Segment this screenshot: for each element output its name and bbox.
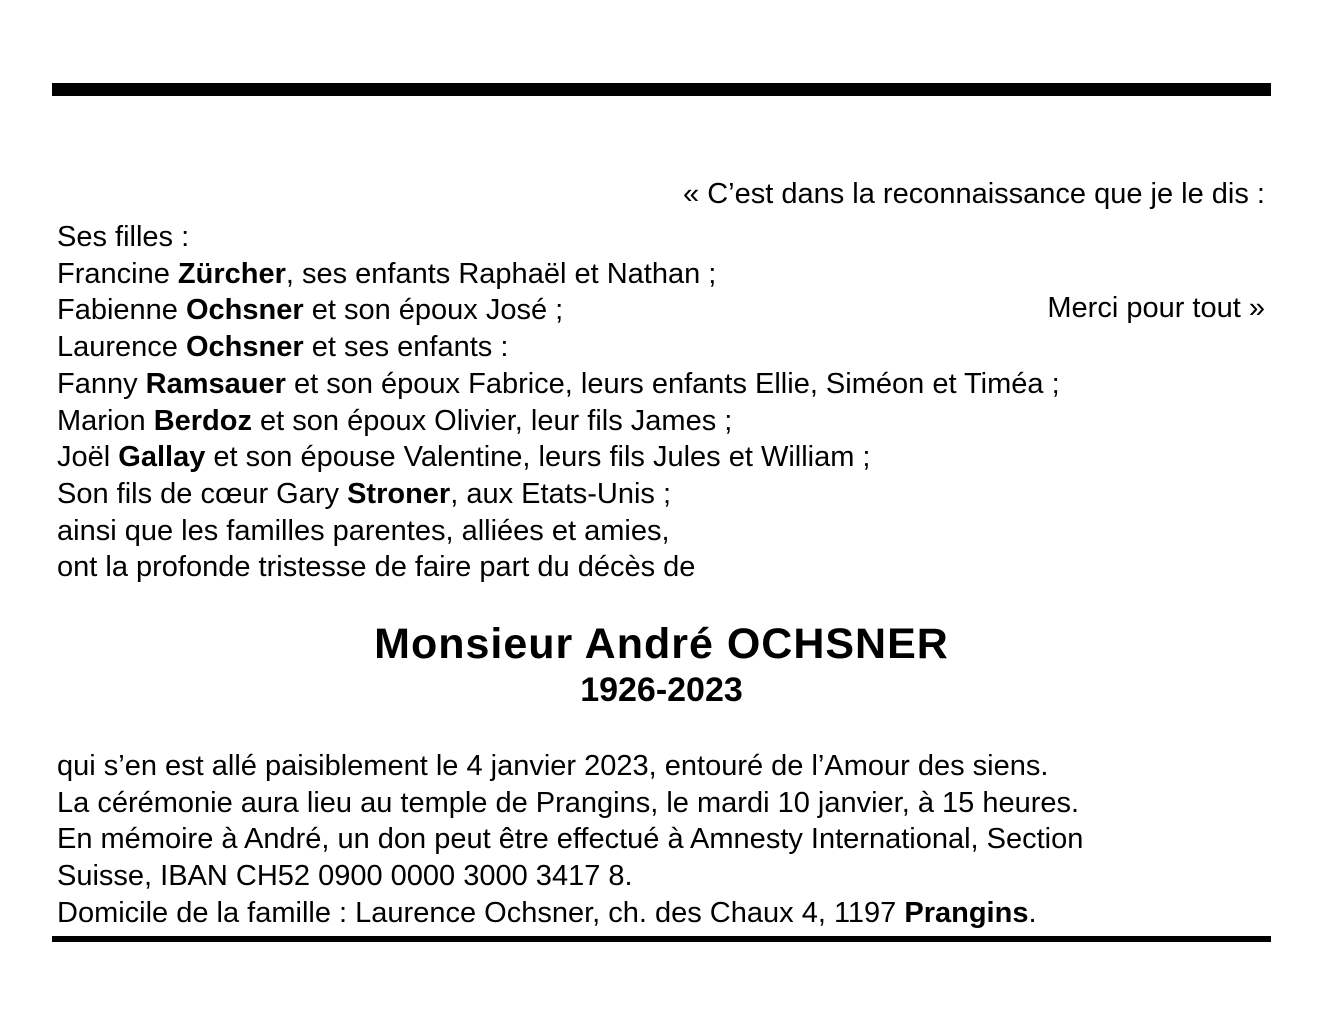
closing-paragraph bbox=[57, 748, 1272, 932]
family-line-text: , aux Etats-Unis ; bbox=[450, 477, 672, 510]
closing-bold: Prangins bbox=[904, 896, 1029, 929]
family-line-text: Francine bbox=[57, 257, 178, 290]
family-name-bold: Ochsner bbox=[186, 294, 304, 327]
family-name-bold: Zürcher bbox=[177, 257, 286, 290]
family-line bbox=[57, 366, 1272, 403]
quote-line-2: Merci pour tout » bbox=[1047, 292, 1265, 324]
family-line bbox=[57, 329, 1272, 366]
family-line bbox=[57, 439, 1272, 476]
closing-line-text: La cérémonie aura lieu au temple de Prangins, le mardi 10 janvier, à 15 heures. bbox=[57, 786, 1080, 819]
family-name-bold: Ochsner bbox=[186, 331, 304, 364]
family-line-text: et son époux Fabrice, leurs enfants Ellie, Siméon et Timéa ; bbox=[285, 367, 1060, 400]
closing-line-text: En mémoire à André, un don peut être effectué à Amnesty International, Section bbox=[57, 823, 1084, 856]
family-line-text: Fabienne bbox=[57, 294, 186, 327]
top-rule bbox=[52, 83, 1271, 96]
family-line-text: ont la profonde tristesse de faire part du décès de bbox=[57, 551, 696, 584]
family-line-text: Laurence bbox=[57, 331, 186, 364]
family-line bbox=[57, 403, 1272, 440]
bottom-rule bbox=[52, 936, 1271, 942]
family-line bbox=[57, 513, 1272, 550]
family-line-text: Fanny bbox=[57, 367, 146, 400]
closing-line-text: . bbox=[1028, 896, 1037, 929]
closing-line-text: qui s’en est allé paisiblement le 4 janvier 2023, entouré de l’Amour des siens. bbox=[57, 750, 1049, 782]
family-line bbox=[57, 256, 1272, 293]
family-name-bold: Gallay bbox=[118, 441, 206, 474]
deceased-name-title: Monsieur André OCHSNER bbox=[374, 620, 949, 668]
family-line-text: Son fils de cœur Gary bbox=[57, 477, 348, 510]
family-name-bold: Stroner bbox=[347, 477, 451, 510]
deceased-years: 1926-2023 bbox=[580, 671, 743, 709]
family-line-text: Joël bbox=[57, 441, 119, 474]
closing-line bbox=[57, 821, 1272, 858]
family-line bbox=[57, 549, 1272, 586]
family-line-text: Marion bbox=[57, 404, 154, 437]
family-line-text: et ses enfants : bbox=[303, 331, 509, 364]
family-line-text: ainsi que les familles parentes, alliées et amies, bbox=[57, 514, 670, 547]
family-line-text: et son épouse Valentine, leurs fils Jules et William ; bbox=[205, 441, 871, 474]
family-line bbox=[57, 476, 1272, 513]
family-list bbox=[57, 219, 1272, 586]
family-line-text: Ses filles : bbox=[57, 221, 190, 253]
family-name-bold: Berdoz bbox=[153, 404, 252, 437]
family-line-text: , ses enfants Raphaël et Nathan ; bbox=[285, 257, 717, 290]
quote-line-1: « C’est dans la reconnaissance que je le dis : bbox=[683, 178, 1265, 210]
closing-line-text: Suisse, IBAN CH52 0900 0000 3000 3417 8. bbox=[57, 860, 633, 893]
closing-line bbox=[57, 895, 1272, 932]
family-line-text: et son époux José ; bbox=[303, 294, 564, 327]
family-line bbox=[57, 219, 1272, 256]
closing-line bbox=[57, 748, 1272, 785]
family-line-text: et son époux Olivier, leur fils James ; bbox=[252, 404, 733, 437]
family-name-bold: Ramsauer bbox=[145, 367, 286, 400]
family-line bbox=[57, 292, 1272, 329]
closing-line bbox=[57, 858, 1272, 895]
closing-line bbox=[57, 785, 1272, 822]
closing-line-text: Domicile de la famille : Laurence Ochsner, ch. des Chaux 4, 1197 bbox=[57, 896, 905, 929]
